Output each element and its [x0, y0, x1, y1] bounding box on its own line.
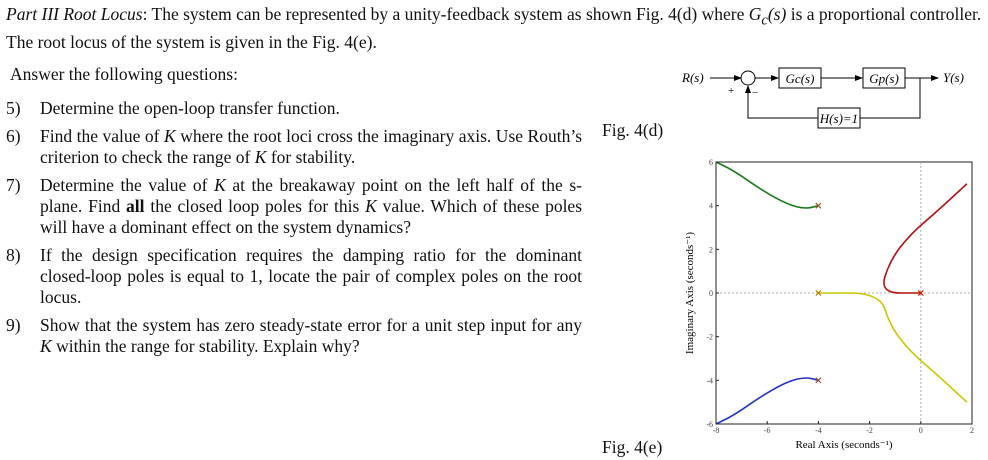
x-tick-label: 2: [970, 426, 974, 435]
x-tick-label: -2: [866, 426, 873, 435]
controller-symbol: $G_c(s)$: [748, 4, 787, 29]
question-item: 8) If the design specification requires the damping ratio for the dominant closed-loop poles is equal to 1, locate the pair of complex poles on the root locus.: [6, 245, 582, 307]
question-text: If the design specification requires the damping ratio for the dominant closed-loop poles is equal to 1, locate the pair of complex poles on the root locus.: [40, 245, 582, 307]
y-tick-label: -2: [706, 332, 713, 342]
y-tick-label: 0: [709, 289, 713, 298]
question-text: Determine the open-loop transfer function.: [40, 98, 340, 118]
intro-text-b: is a proportional controller. The root locus of the system is given in the Fig. 4(e).: [6, 4, 982, 52]
question-item: 6) Find the value of K where the root loci cross the imaginary axis. Use Routh’s criterion to check the range of K for stability.: [6, 126, 582, 167]
question-text: Determine the value of K at the breakaway point on the left half of the s-plane. Find all the closed loop poles for this K value. Which of these poles will have a dominant effect on the system dynamics?: [40, 175, 583, 237]
summing-junction: [741, 71, 755, 85]
intro-text-a: : The system can be represented by a unity-feedback system as shown Fig. 4(d) where: [142, 4, 749, 24]
fig-4e-label: Fig. 4(e): [602, 437, 663, 457]
y-tick-label: -6: [706, 420, 713, 429]
x-tick-label: 0: [918, 426, 923, 435]
output-label: Y(s): [943, 70, 964, 85]
x-tick-label: -8: [712, 426, 720, 435]
question-item: 5) Determine the open-loop transfer function.: [6, 98, 340, 118]
root-locus-plot: [680, 150, 986, 455]
feedback-line-left: [748, 86, 818, 118]
y-tick-label: 2: [709, 245, 713, 255]
block-diagram: [680, 64, 985, 134]
answer-prompt: Answer the following questions:: [10, 64, 238, 84]
question-item: 7) Determine the value of K at the breakaway point on the left half of the s-plane. Find all the closed loop poles for this K value. Which of these poles will have a dominant effect on the system dynamics?: [6, 175, 583, 237]
y-tick-label: 4: [709, 201, 713, 211]
y-tick-label: -4: [706, 376, 713, 386]
x-axis-label: Real Axis (seconds⁻¹): [795, 439, 893, 451]
x-tick-label: -4: [815, 426, 822, 435]
fig-4d-label: Fig. 4(d): [602, 120, 664, 140]
question-text: Show that the system has zero steady-state error for a unit step input for any K within the range for stability. Explain why?: [40, 315, 582, 356]
input-label: R(s): [682, 70, 704, 85]
question-item: 9) Show that the system has zero steady-state error for a unit step input for any K within the range for stability. Explain why?: [6, 315, 582, 356]
plus-sign: +: [728, 85, 735, 97]
x-tick-label: -6: [763, 426, 771, 435]
feedback-label: H(s)=1: [819, 111, 859, 126]
question-list: [6, 98, 582, 364]
y-tick-label: 6: [709, 158, 713, 167]
intro-paragraph: [6, 4, 986, 53]
plant-label: Gp(s): [869, 71, 899, 86]
controller-label: Gc(s): [785, 71, 815, 86]
question-text: Find the value of K where the root loci cross the imaginary axis. Use Routh’s criterion to check the range of K for stability.: [40, 126, 582, 167]
minus-sign: −: [752, 87, 759, 99]
part-title: Part III Root Locus: [6, 4, 143, 24]
y-axis-label: Imaginary Axis (seconds⁻¹): [684, 231, 696, 355]
